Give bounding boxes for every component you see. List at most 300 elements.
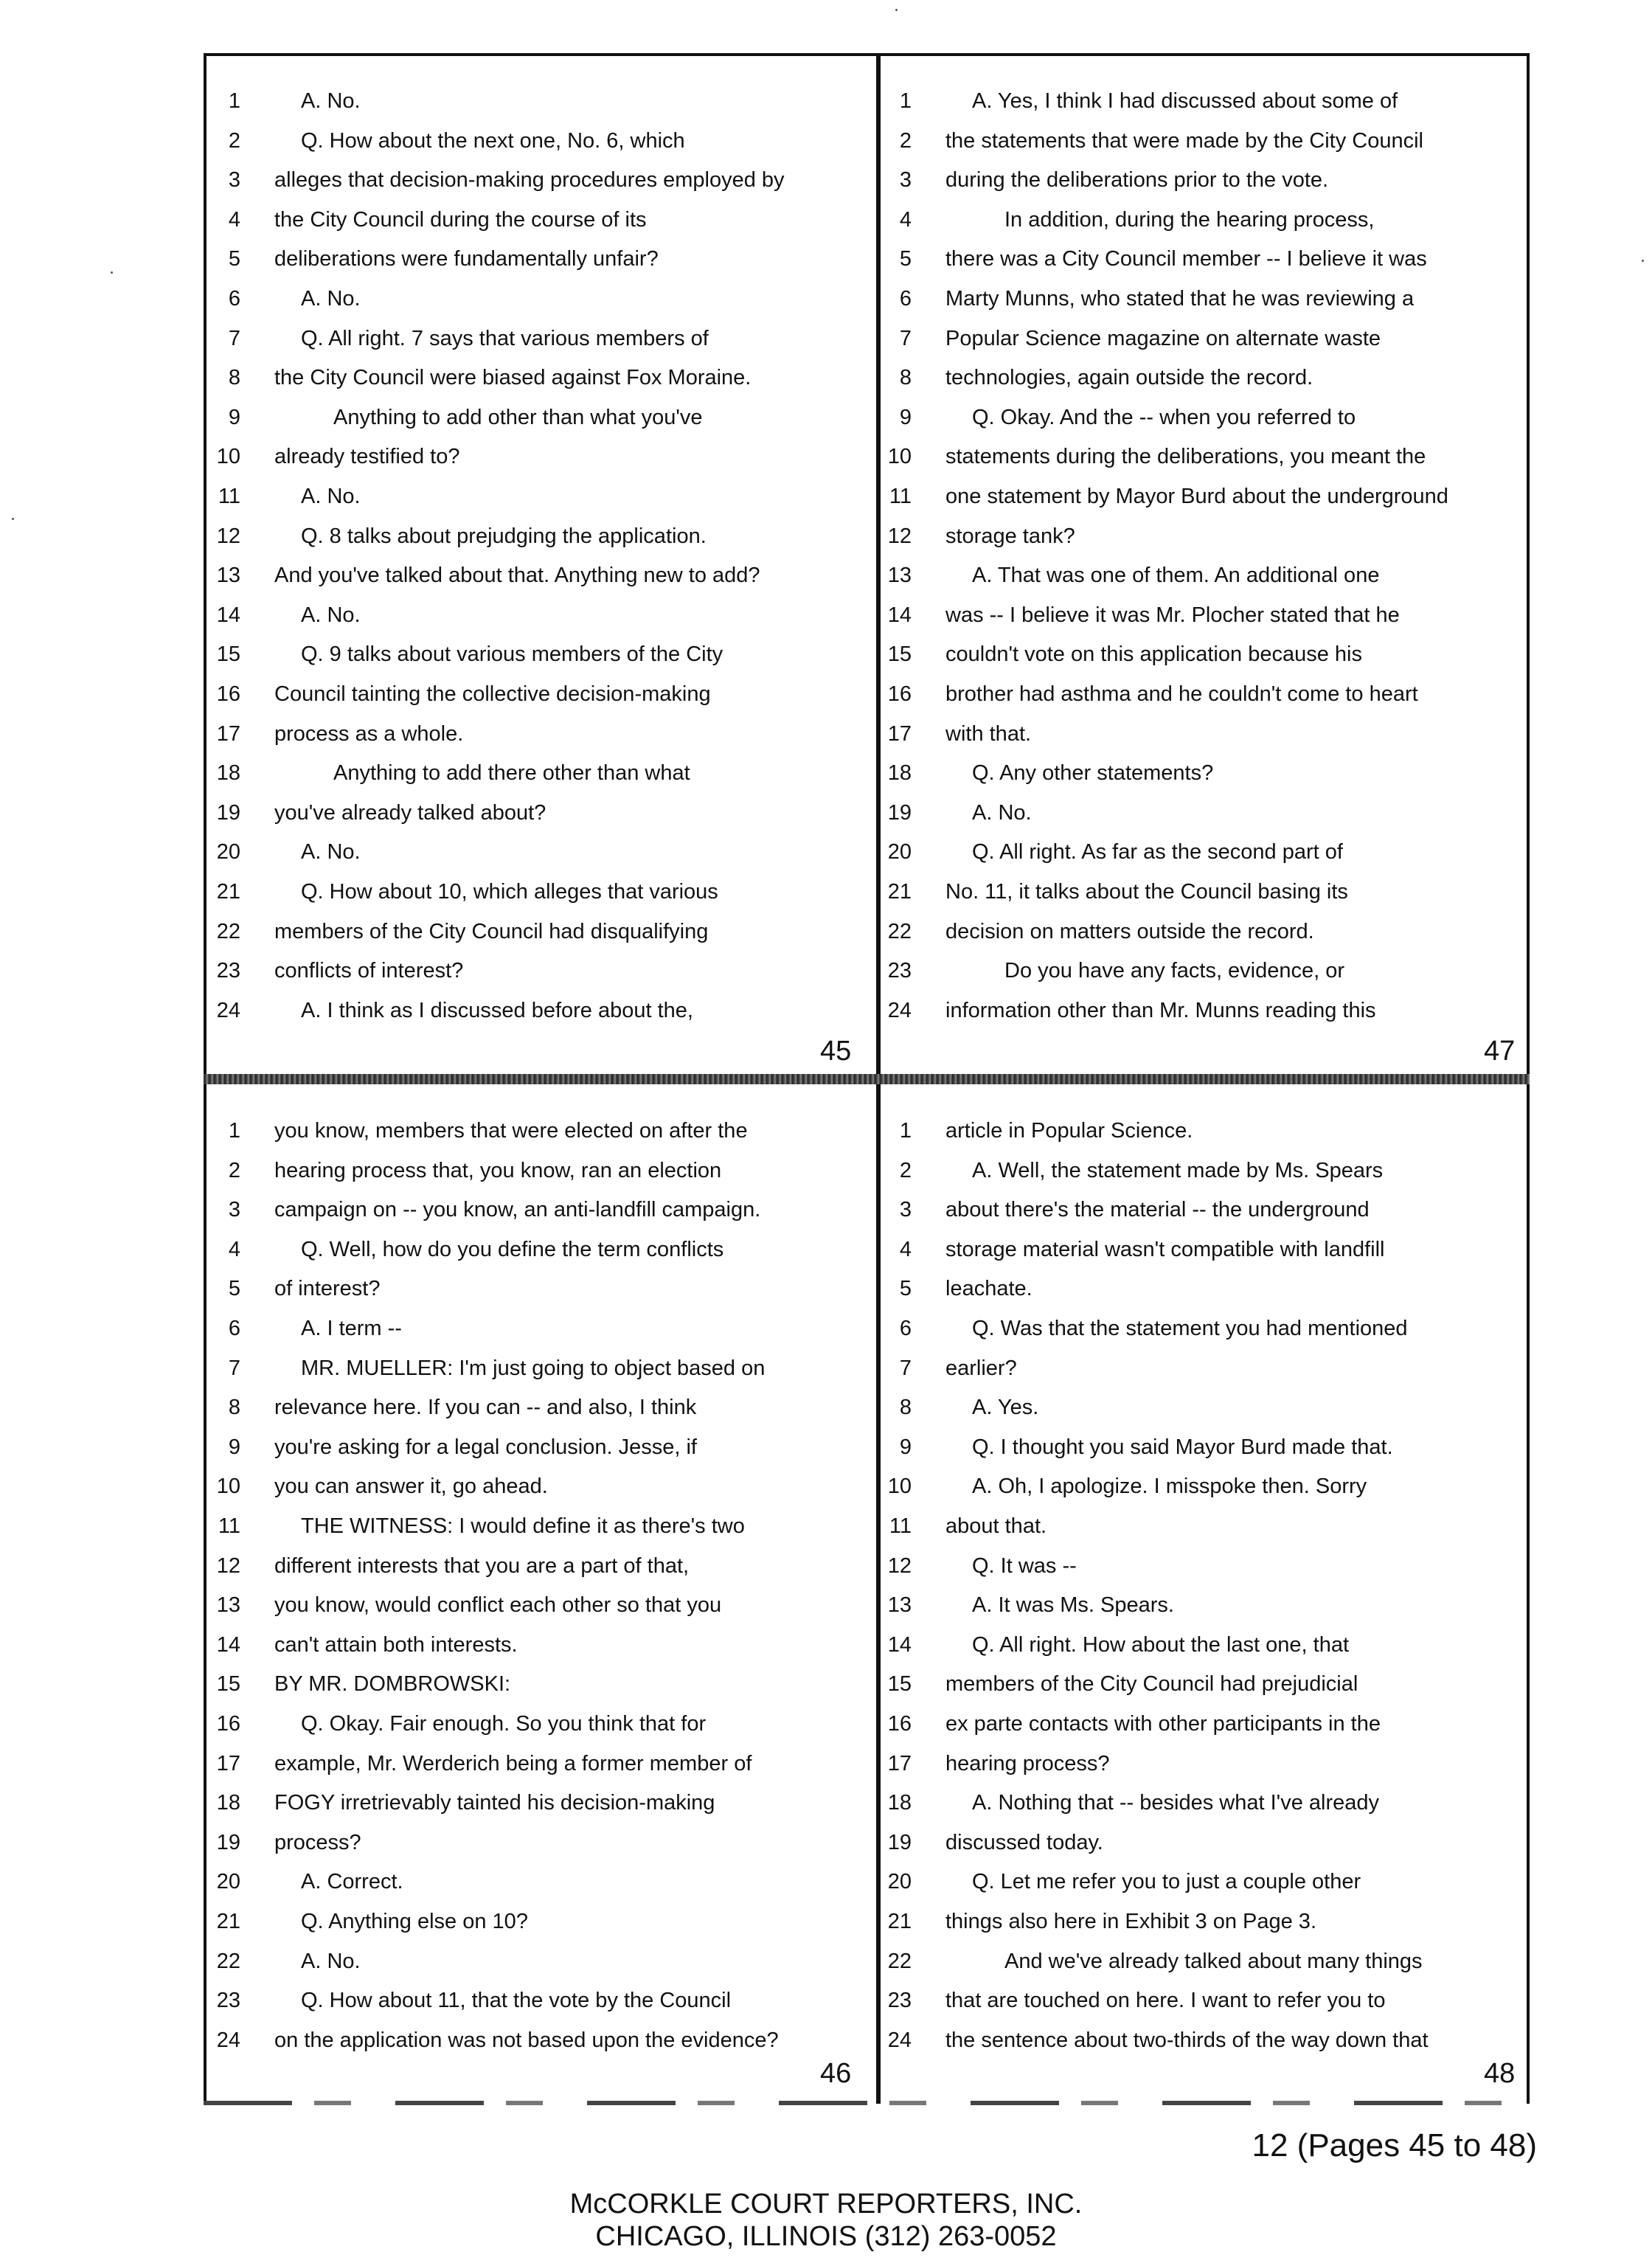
transcript-line — [204, 912, 867, 952]
line-text: leachate. — [945, 1277, 1032, 1301]
line-text: And you've talked about that. Anything new to add? — [274, 564, 760, 588]
line-text: Council tainting the collective decision-making — [274, 682, 711, 706]
line-number: 15 — [887, 642, 912, 667]
line-number: 14 — [216, 603, 240, 627]
line-number: 10 — [887, 445, 912, 469]
line-text: Q. All right. 7 says that various members of — [301, 326, 709, 350]
line-number: 10 — [216, 1475, 240, 1499]
line-text: A. Correct. — [301, 1870, 403, 1894]
transcript-line — [204, 477, 867, 516]
line-text: Q. Okay. And the -- when you referred to — [972, 405, 1356, 429]
transcript-line — [204, 200, 867, 240]
transcript-line — [875, 1704, 1538, 1744]
transcript-line — [875, 991, 1538, 1030]
transcript-page-45 — [204, 81, 867, 1114]
line-text: you're asking for a legal conclusion. Jesse, if — [274, 1435, 697, 1459]
transcript-line — [875, 437, 1538, 477]
line-text: Q. It was -- — [972, 1553, 1077, 1578]
line-number: 23 — [216, 1989, 240, 2013]
transcript-line — [875, 595, 1538, 635]
line-number: 9 — [228, 1435, 240, 1459]
line-number: 2 — [228, 128, 240, 153]
transcript-line — [204, 1941, 867, 1981]
line-number: 4 — [899, 1237, 912, 1261]
line-text: the City Council were biased against Fox Moraine. — [274, 366, 752, 390]
line-text: A. Well, the statement made by Ms. Spears — [972, 1158, 1384, 1182]
transcript-line — [875, 1625, 1538, 1665]
line-text: A. I think as I discussed before about the, — [301, 998, 693, 1022]
line-number: 5 — [899, 247, 912, 271]
line-number: 5 — [899, 1277, 912, 1301]
line-text: storage material wasn't compatible with landfill — [945, 1237, 1385, 1261]
transcript-line — [204, 951, 867, 991]
line-text: A. Yes. — [972, 1396, 1039, 1420]
transcript-line — [875, 1348, 1538, 1388]
line-number: 14 — [887, 603, 912, 627]
line-number: 2 — [899, 1158, 912, 1182]
transcript-line — [875, 1111, 1538, 1151]
line-text: Q. Well, how do you define the term conflicts — [301, 1237, 724, 1261]
transcript-line — [875, 793, 1538, 833]
line-number: 16 — [887, 1712, 912, 1736]
line-number: 13 — [887, 1593, 912, 1618]
line-text: campaign on -- you know, an anti-landfill campaign. — [274, 1198, 761, 1222]
line-text: one statement by Mayor Burd about the underground — [945, 485, 1448, 508]
line-text: the City Council during the course of its — [274, 207, 647, 232]
page-number-47: 47 — [1484, 1036, 1516, 1067]
line-text: things also here in Exhibit 3 on Page 3. — [945, 1910, 1316, 1933]
line-text: And we've already talked about many things — [1004, 1949, 1423, 1973]
line-text: Q. Okay. Fair enough. So you think that for — [301, 1712, 707, 1736]
line-number: 8 — [228, 1396, 240, 1420]
transcript-line — [875, 1269, 1538, 1309]
transcript-line — [875, 1902, 1538, 1941]
line-number: 7 — [899, 326, 912, 350]
line-number: 21 — [216, 1910, 240, 1933]
line-number: 11 — [889, 485, 912, 508]
line-text: about there's the material -- the underground — [945, 1198, 1370, 1222]
line-text: Q. Was that the statement you had mentioned — [972, 1317, 1408, 1340]
line-text: storage tank? — [945, 524, 1075, 548]
line-number: 23 — [216, 959, 240, 983]
line-number: 16 — [216, 682, 240, 706]
transcript-line — [204, 1664, 867, 1704]
footer-page-range: 12 (Pages 45 to 48) — [1252, 2127, 1537, 2163]
page-number-45: 45 — [820, 1036, 852, 1067]
transcript-line — [204, 753, 867, 793]
line-text: members of the City Council had disqualifying — [274, 919, 709, 943]
line-text: Q. Let me refer you to just a couple other — [972, 1870, 1361, 1894]
line-number: 24 — [216, 998, 240, 1022]
line-number: 6 — [899, 1317, 912, 1340]
line-number: 12 — [216, 1553, 240, 1578]
transcript-line — [204, 872, 867, 912]
transcript-line — [875, 1506, 1538, 1546]
transcript-line — [875, 951, 1538, 991]
transcript-line — [875, 319, 1538, 358]
transcript-line — [875, 1783, 1538, 1823]
line-number: 17 — [216, 1751, 240, 1775]
transcript-line — [204, 793, 867, 833]
line-text: alleges that decision-making procedures employed by — [274, 168, 785, 193]
page-number-46: 46 — [820, 2058, 852, 2089]
transcript-line — [875, 1151, 1538, 1191]
line-number: 13 — [216, 564, 240, 588]
line-text: Anything to add other than what you've — [333, 405, 703, 429]
line-text: of interest? — [274, 1277, 381, 1301]
transcript-line — [204, 1823, 867, 1863]
line-number: 14 — [216, 1632, 240, 1657]
transcript-line — [204, 1348, 867, 1388]
line-number: 2 — [228, 1158, 240, 1182]
line-number: 6 — [899, 287, 912, 311]
transcript-line — [875, 1941, 1538, 1981]
transcript-line — [875, 674, 1538, 714]
transcript-line — [875, 239, 1538, 279]
line-text: hearing process that, you know, ran an election — [274, 1158, 722, 1182]
transcript-line — [204, 398, 867, 437]
line-number: 14 — [887, 1632, 912, 1657]
transcript-line — [875, 555, 1538, 595]
scan-speck — [12, 518, 14, 520]
transcript-line — [875, 398, 1538, 437]
transcript-line — [204, 1625, 867, 1665]
transcript-line — [204, 1151, 867, 1191]
line-number: 21 — [887, 1910, 912, 1933]
transcript-line — [875, 1862, 1538, 1902]
line-text: there was a City Council member -- I believe it was — [945, 247, 1427, 271]
line-text: during the deliberations prior to the vote. — [945, 168, 1329, 193]
transcript-line — [875, 872, 1538, 912]
transcript-line — [204, 1190, 867, 1230]
transcript-line — [875, 160, 1538, 200]
line-number: 1 — [228, 89, 240, 113]
line-text: was -- I believe it was Mr. Plocher stated that he — [945, 603, 1400, 627]
line-text: Q. How about the next one, No. 6, which — [301, 128, 685, 153]
footer-company-block — [0, 2188, 1652, 2253]
scan-speck — [111, 271, 113, 274]
line-text: statements during the deliberations, you meant the — [945, 445, 1426, 469]
line-text: Q. I thought you said Mayor Burd made that. — [972, 1435, 1393, 1459]
line-text: Q. How about 11, that the vote by the Council — [301, 1989, 732, 2013]
line-text: A. That was one of them. An additional one — [972, 564, 1380, 588]
line-number: 6 — [228, 287, 240, 311]
transcript-line — [875, 200, 1538, 240]
transcript-line — [204, 2020, 867, 2060]
line-text: about that. — [945, 1514, 1047, 1538]
line-number: 21 — [887, 880, 912, 904]
line-number: 12 — [216, 524, 240, 548]
line-text: decision on matters outside the record. — [945, 919, 1314, 943]
line-number: 6 — [228, 1317, 240, 1340]
scan-speck — [895, 9, 898, 11]
transcript-line — [204, 1981, 867, 2020]
line-number: 23 — [887, 959, 912, 983]
transcript-line — [204, 1506, 867, 1546]
line-number: 17 — [216, 721, 240, 746]
line-number: 7 — [228, 1356, 240, 1380]
line-number: 1 — [899, 89, 912, 113]
line-number: 19 — [216, 800, 240, 825]
transcript-line — [204, 1427, 867, 1467]
transcript-line — [204, 1546, 867, 1586]
line-number: 22 — [887, 919, 912, 943]
line-number: 7 — [228, 326, 240, 350]
line-number: 20 — [216, 840, 240, 865]
transcript-page-48 — [875, 1111, 1538, 2144]
line-text: Q. Any other statements? — [972, 761, 1214, 786]
line-text: different interests that you are a part of that, — [274, 1553, 690, 1578]
line-text: A. Nothing that -- besides what I've already — [972, 1791, 1379, 1815]
transcript-line — [204, 1704, 867, 1744]
line-number: 19 — [216, 1830, 240, 1854]
transcript-line — [204, 121, 867, 161]
line-text: process as a whole. — [274, 721, 464, 746]
line-number: 20 — [887, 840, 912, 865]
line-number: 8 — [899, 366, 912, 390]
line-number: 9 — [228, 405, 240, 429]
line-number: 15 — [216, 642, 240, 667]
transcript-line — [875, 1387, 1538, 1427]
line-text: process? — [274, 1830, 361, 1854]
transcript-line — [875, 516, 1538, 556]
line-text: Anything to add there other than what — [333, 761, 690, 786]
line-text: A. No. — [301, 89, 361, 113]
transcript-line — [875, 1664, 1538, 1704]
line-number: 15 — [887, 1672, 912, 1697]
line-number: 19 — [887, 800, 912, 825]
transcript-line — [875, 1744, 1538, 1784]
line-text: with that. — [945, 721, 1032, 746]
line-text: Q. How about 10, which alleges that various — [301, 880, 718, 904]
line-text: Q. 9 talks about various members of the City — [301, 642, 723, 667]
footer-company-location: CHICAGO, ILLINOIS (312) 263-0052 — [595, 2221, 1057, 2252]
line-text: relevance here. If you can -- and also, I think — [274, 1396, 697, 1420]
line-text: A. Oh, I apologize. I misspoke then. Sorry — [972, 1475, 1367, 1499]
line-text: information other than Mr. Munns reading this — [945, 998, 1376, 1022]
line-number: 17 — [887, 721, 912, 746]
transcript-line — [204, 1902, 867, 1941]
line-text: hearing process? — [945, 1751, 1110, 1775]
line-text: MR. MUELLER: I'm just going to object based on — [301, 1356, 766, 1380]
line-text: A. I term -- — [301, 1317, 402, 1340]
line-text: Q. All right. As far as the second part of — [972, 840, 1343, 865]
footer-company-name: McCORKLE COURT REPORTERS, INC. — [569, 2189, 1083, 2220]
line-number: 17 — [887, 1751, 912, 1775]
transcript-line — [204, 832, 867, 872]
line-text: Q. 8 talks about prejudging the application. — [301, 524, 707, 548]
line-number: 4 — [228, 1237, 240, 1261]
transcript-line — [204, 516, 867, 556]
line-text: A. No. — [301, 840, 361, 865]
line-number: 24 — [216, 2028, 240, 2052]
transcript-line — [204, 1783, 867, 1823]
line-number: 8 — [899, 1396, 912, 1420]
line-text: the sentence about two-thirds of the way down that — [945, 2028, 1429, 2052]
line-number: 1 — [228, 1119, 240, 1143]
transcript-line — [204, 279, 867, 319]
transcript-line — [204, 1309, 867, 1348]
line-text: A. It was Ms. Spears. — [972, 1593, 1174, 1618]
line-number: 5 — [228, 247, 240, 271]
line-text: BY MR. DOMBROWSKI: — [274, 1672, 511, 1697]
line-number: 2 — [899, 128, 912, 153]
page-number-48: 48 — [1484, 2058, 1516, 2089]
line-number: 23 — [887, 1989, 912, 2013]
transcript-line — [875, 121, 1538, 161]
transcript-line — [204, 991, 867, 1030]
line-number: 10 — [887, 1475, 912, 1499]
transcript-line — [875, 2020, 1538, 2060]
transcript-line — [204, 1862, 867, 1902]
line-text: A. No. — [301, 603, 361, 627]
line-text: A. No. — [972, 800, 1032, 825]
line-number: 12 — [887, 1553, 912, 1578]
transcript-line — [875, 912, 1538, 952]
line-number: 3 — [899, 1198, 912, 1222]
transcript-line — [875, 1466, 1538, 1506]
transcript-line — [204, 634, 867, 674]
line-number: 11 — [218, 485, 240, 508]
line-number: 20 — [887, 1870, 912, 1894]
transcript-line — [875, 1823, 1538, 1863]
transcript-line — [204, 437, 867, 477]
line-number: 18 — [887, 1791, 912, 1815]
transcript-line — [204, 714, 867, 754]
line-number: 22 — [887, 1949, 912, 1973]
line-text: Q. Anything else on 10? — [301, 1910, 528, 1933]
transcript-line — [204, 674, 867, 714]
line-text: THE WITNESS: I would define it as there's two — [301, 1514, 745, 1538]
transcript-line — [875, 81, 1538, 121]
line-number: 22 — [216, 919, 240, 943]
line-text: you know, members that were elected on after the — [274, 1119, 748, 1143]
line-text: A. No. — [301, 485, 361, 508]
line-text: already testified to? — [274, 445, 460, 469]
line-text: the statements that were made by the City Council — [945, 128, 1423, 153]
line-text: earlier? — [945, 1356, 1017, 1380]
transcript-line — [204, 1111, 867, 1151]
transcript-line — [875, 1546, 1538, 1586]
line-text: A. No. — [301, 1949, 361, 1973]
line-text: Popular Science magazine on alternate waste — [945, 326, 1381, 350]
transcript-line — [875, 1585, 1538, 1625]
line-number: 15 — [216, 1672, 240, 1697]
line-text: article in Popular Science. — [945, 1119, 1193, 1143]
transcript-line — [875, 1427, 1538, 1467]
line-text: discussed today. — [945, 1830, 1103, 1854]
line-number: 3 — [228, 168, 240, 193]
transcript-line — [204, 1585, 867, 1625]
transcript-page-46 — [204, 1111, 867, 2144]
transcript-line — [204, 1230, 867, 1269]
line-text: brother had asthma and he couldn't come to heart — [945, 682, 1418, 706]
line-number: 16 — [887, 682, 912, 706]
transcript-line — [204, 595, 867, 635]
transcript-line — [204, 1387, 867, 1427]
transcript-line — [204, 319, 867, 358]
line-number: 18 — [216, 1791, 240, 1815]
line-number: 8 — [228, 366, 240, 390]
line-text: you can answer it, go ahead. — [274, 1475, 548, 1499]
line-text: No. 11, it talks about the Council basing its — [945, 880, 1348, 904]
line-text: on the application was not based upon the evidence? — [274, 2028, 779, 2052]
transcript-line — [204, 239, 867, 279]
line-text: you know, would conflict each other so that you — [274, 1593, 722, 1618]
line-number: 24 — [887, 998, 912, 1022]
transcript-line — [875, 1309, 1538, 1348]
transcript-line — [875, 1981, 1538, 2020]
transcript-page-47 — [875, 81, 1538, 1114]
line-text: technologies, again outside the record. — [945, 366, 1313, 390]
line-number: 13 — [887, 564, 912, 588]
transcript-line — [875, 1230, 1538, 1269]
transcript-line — [204, 358, 867, 398]
transcript-line — [204, 1744, 867, 1784]
line-number: 18 — [216, 761, 240, 786]
transcript-line — [875, 477, 1538, 516]
line-number: 4 — [228, 207, 240, 232]
line-text: FOGY irretrievably tainted his decision-making — [274, 1791, 715, 1815]
transcript-line — [204, 1466, 867, 1506]
transcript-line — [875, 358, 1538, 398]
line-number: 13 — [216, 1593, 240, 1618]
line-text: that are touched on here. I want to refer you to — [945, 1989, 1386, 2013]
line-text: deliberations were fundamentally unfair? — [274, 247, 659, 271]
transcript-line — [875, 832, 1538, 872]
line-text: Do you have any facts, evidence, or — [1004, 959, 1345, 983]
line-text: you've already talked about? — [274, 800, 546, 825]
line-number: 24 — [887, 2028, 912, 2052]
line-number: 7 — [899, 1356, 912, 1380]
line-number: 11 — [218, 1514, 240, 1538]
transcript-line — [204, 160, 867, 200]
line-number: 22 — [216, 1949, 240, 1973]
line-number: 12 — [887, 524, 912, 548]
line-number: 10 — [216, 445, 240, 469]
line-text: ex parte contacts with other participants in the — [945, 1712, 1381, 1736]
transcript-line — [875, 714, 1538, 754]
transcript-line — [875, 634, 1538, 674]
line-number: 20 — [216, 1870, 240, 1894]
line-number: 11 — [889, 1514, 912, 1538]
line-number: 5 — [228, 1277, 240, 1301]
line-text: example, Mr. Werderich being a former member of — [274, 1751, 752, 1775]
line-number: 21 — [216, 880, 240, 904]
line-text: A. Yes, I think I had discussed about some of — [972, 89, 1398, 113]
line-text: members of the City Council had prejudicial — [945, 1672, 1358, 1697]
transcript-line — [875, 1190, 1538, 1230]
transcript-line — [204, 1269, 867, 1309]
line-number: 9 — [899, 1435, 912, 1459]
line-number: 19 — [887, 1830, 912, 1854]
scan-speck — [1642, 260, 1644, 262]
transcript-line — [204, 555, 867, 595]
line-number: 3 — [228, 1198, 240, 1222]
line-text: conflicts of interest? — [274, 959, 464, 983]
line-number: 18 — [887, 761, 912, 786]
line-number: 4 — [899, 207, 912, 232]
line-text: A. No. — [301, 287, 361, 311]
line-text: couldn't vote on this application because his — [945, 642, 1362, 667]
line-number: 9 — [899, 405, 912, 429]
line-text: can't attain both interests. — [274, 1632, 518, 1657]
transcript-line — [875, 753, 1538, 793]
line-text: In addition, during the hearing process, — [1004, 207, 1375, 232]
transcript-line — [875, 279, 1538, 319]
line-text: Q. All right. How about the last one, that — [972, 1632, 1350, 1657]
line-text: Marty Munns, who stated that he was reviewing a — [945, 287, 1415, 311]
